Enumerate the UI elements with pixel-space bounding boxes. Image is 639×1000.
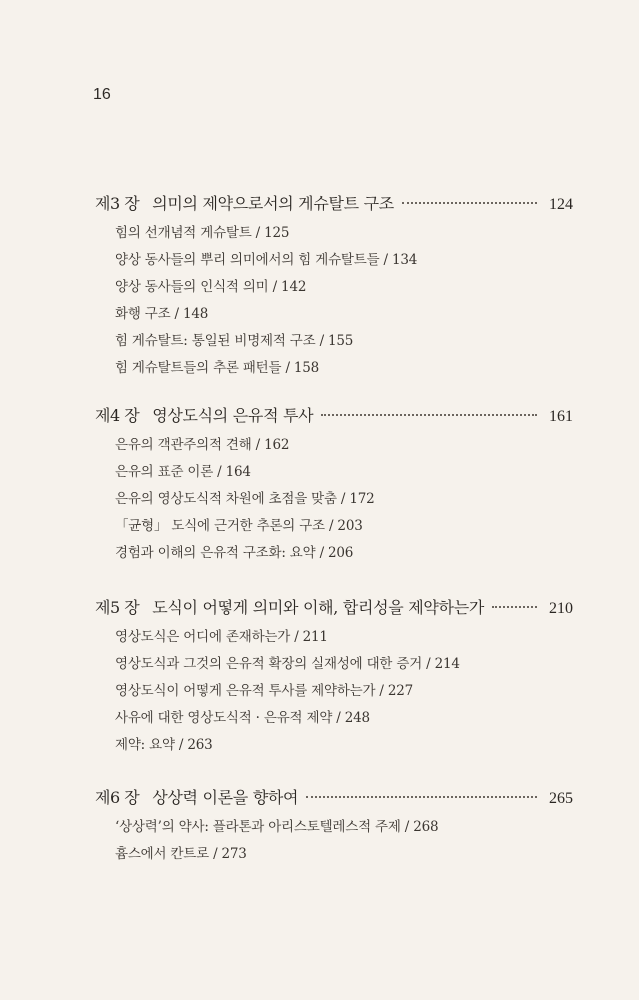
chapter-title: 도식이 어떻게 의미와 이해, 합리성을 제약하는가 xyxy=(152,598,485,617)
dot-leader xyxy=(321,414,537,416)
section-entry: 영상도식은 어디에 존재하는가 / 211 xyxy=(115,629,328,645)
section-entry: 힘 게슈탈트: 통일된 비명제적 구조 / 155 xyxy=(115,333,354,349)
chapter-heading xyxy=(95,786,573,810)
section-entry: 힘 게슈탈트들의 추론 패턴들 / 158 xyxy=(115,360,320,376)
section-entry: 은유의 객관주의적 견해 / 162 xyxy=(115,437,290,453)
section-entry: 은유의 표준 이론 / 164 xyxy=(115,464,251,480)
section-entry: 영상도식과 그것의 은유적 확장의 실재성에 대한 증거 / 214 xyxy=(115,656,460,672)
section-list xyxy=(115,818,573,863)
chapter-3 xyxy=(95,192,573,386)
chapter-title: 의미의 제약으로서의 게슈탈트 구조 xyxy=(152,194,394,213)
section-list xyxy=(115,224,573,377)
chapter-number: 제3 장 xyxy=(95,194,140,213)
section-list xyxy=(115,628,573,754)
chapter-page: 265 xyxy=(549,790,573,807)
section-entry: 화행 구조 / 148 xyxy=(115,306,209,322)
dot-leader xyxy=(306,796,537,798)
chapter-page: 161 xyxy=(549,408,573,425)
chapter-4 xyxy=(95,404,573,571)
chapter-number: 제5 장 xyxy=(95,598,140,617)
chapter-title: 상상력 이론을 향하여 xyxy=(152,788,299,807)
chapter-6 xyxy=(95,786,573,872)
chapter-5 xyxy=(95,596,573,763)
section-entry: ‘상상력’의 약사: 플라톤과 아리스토텔레스적 주제 / 268 xyxy=(115,819,439,835)
section-entry: 「균형」 도식에 근거한 추론의 구조 / 203 xyxy=(115,518,363,534)
dot-leader xyxy=(402,202,537,204)
section-entry: 양상 동사들의 뿌리 의미에서의 힘 게슈탈트들 / 134 xyxy=(115,252,418,268)
chapter-heading xyxy=(95,596,573,620)
section-entry: 사유에 대한 영상도식적 · 은유적 제약 / 248 xyxy=(115,710,370,726)
section-entry: 흄스에서 칸트로 / 273 xyxy=(115,846,247,862)
page-number: 16 xyxy=(93,86,111,103)
chapter-page: 210 xyxy=(549,600,573,617)
chapter-number: 제6 장 xyxy=(95,788,140,807)
chapter-page: 124 xyxy=(549,196,573,213)
chapter-title: 영상도식의 은유적 투사 xyxy=(152,406,314,425)
chapter-heading xyxy=(95,404,573,428)
section-entry: 제약: 요약 / 263 xyxy=(115,737,213,753)
section-entry: 은유의 영상도식적 차원에 초점을 맞춤 / 172 xyxy=(115,491,375,507)
dot-leader xyxy=(492,606,537,608)
section-entry: 양상 동사들의 인식적 의미 / 142 xyxy=(115,279,307,295)
chapter-heading xyxy=(95,192,573,216)
section-entry: 경험과 이해의 은유적 구조화: 요약 / 206 xyxy=(115,545,354,561)
chapter-number: 제4 장 xyxy=(95,406,140,425)
section-entry: 영상도식이 어떻게 은유적 투사를 제약하는가 / 227 xyxy=(115,683,414,699)
section-entry: 힘의 선개념적 게슈탈트 / 125 xyxy=(115,225,290,241)
section-list xyxy=(115,436,573,562)
